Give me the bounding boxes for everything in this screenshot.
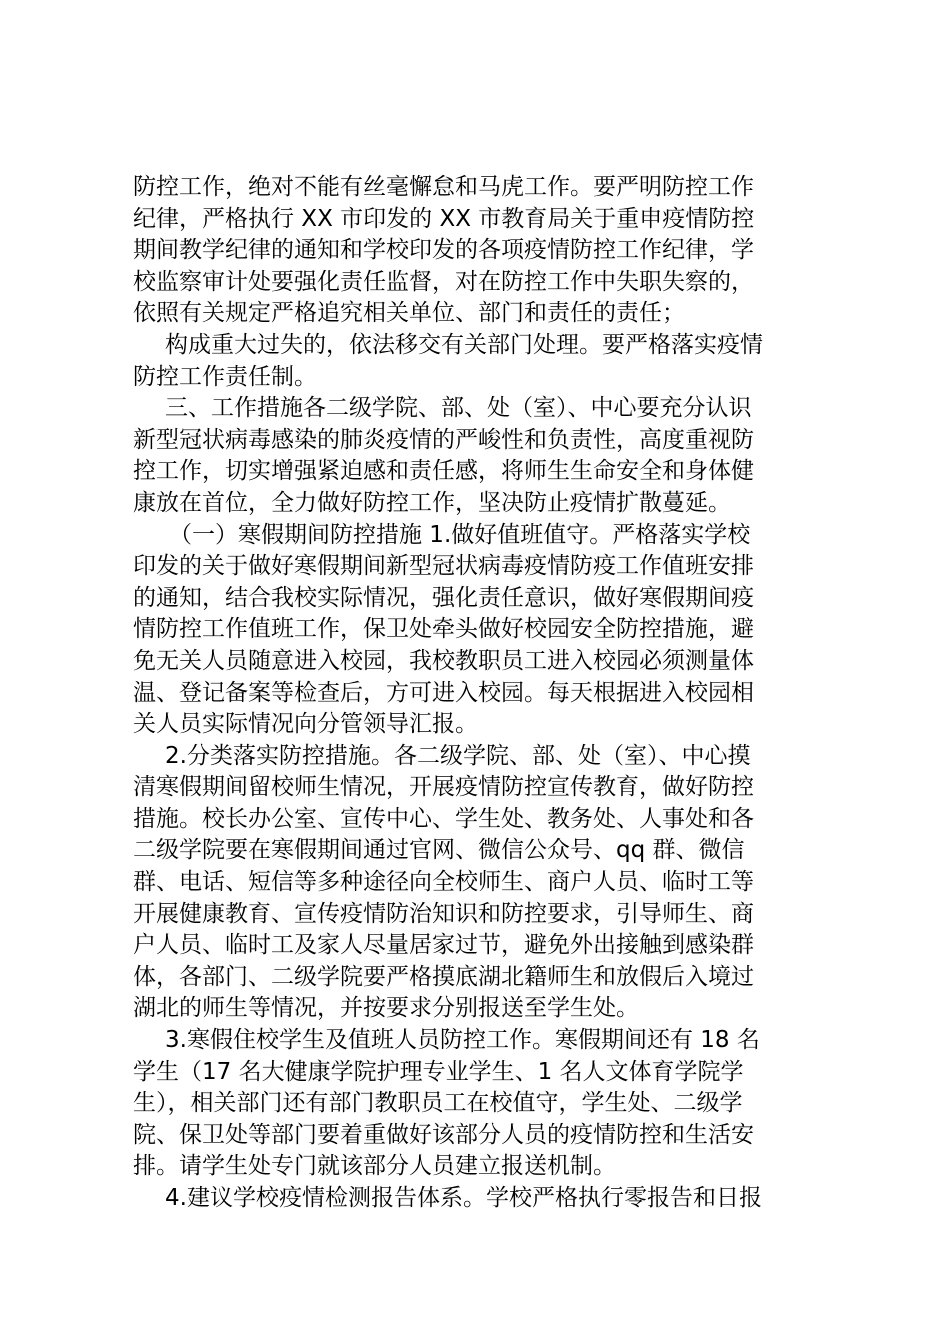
section-heading-line: 三、工作措施各二级学院、部、处（室）、中心要充分认识 — [165, 395, 752, 422]
text-line: 体，各部门、二级学院要严格摸底湖北籍师生和放假后入境过 — [133, 963, 754, 990]
text-line: 户人员、临时工及家人尽量居家过节，避免外出接触到感染群 — [133, 932, 754, 959]
text-line: 新型冠状病毒感染的肺炎疫情的严峻性和负责性，高度重视防 — [133, 426, 754, 453]
text-line: 温、登记备案等检查后，方可进入校园。每天根据进入校园相 — [133, 679, 754, 706]
text-line: 开展健康教育、宣传疫情防治知识和防控要求，引导师生、商 — [133, 900, 754, 927]
paragraph-start-line: 4.建议学校疫情检测报告体系。学校严格执行零报告和日报 — [165, 1185, 762, 1211]
paragraph-start-line: 构成重大过失的，依法移交有关部门处理。要严格落实疫情 — [165, 331, 763, 358]
text-line: 防控工作责任制。 — [133, 363, 317, 390]
text-line: 措施。校长办公室、宣传中心、学生处、教务处、人事处和各 — [133, 805, 754, 832]
text-line: 期间教学纪律的通知和学校印发的各项疫情防控工作纪律，学 — [133, 237, 754, 264]
text-line: 控工作，切实增强紧迫感和责任感，将师生生命安全和身体健 — [133, 458, 754, 485]
text-line: 院、保卫处等部门要着重做好该部分人员的疫情防控和生活安 — [133, 1121, 754, 1148]
text-line: 依照有关规定严格追究相关单位、部门和责任的责任； — [133, 300, 685, 327]
subsection-heading-line: （一）寒假期间防控措施 1.做好值班值守。严格落实学校 — [169, 521, 751, 548]
text-line: 免无关人员随意进入校园，我校教职员工进入校园必须测量体 — [133, 647, 754, 674]
paragraph-start-line: 2.分类落实防控措施。各二级学院、部、处（室）、中心摸 — [165, 742, 751, 769]
text-line: 康放在首位，全力做好防控工作，坚决防止疫情扩散蔓延。 — [133, 489, 731, 516]
body-text — [133, 172, 833, 1215]
paragraph-start-line: 3.寒假住校学生及值班人员防控工作。寒假期间还有 18 名 — [165, 1027, 760, 1054]
text-line: 清寒假期间留校师生情况，开展疫情防控宣传教育，做好防控 — [133, 774, 754, 801]
text-line: 的通知，结合我校实际情况，强化责任意识，做好寒假期间疫 — [133, 584, 754, 611]
text-line: 排。请学生处专门就该部分人员建立报送机制。 — [133, 1153, 616, 1180]
text-line: 湖北的师生等情况，并按要求分别报送至学生处。 — [133, 995, 639, 1022]
text-line: 印发的关于做好寒假期间新型冠状病毒疫情防疫工作值班安排 — [133, 553, 754, 580]
text-line: 防控工作，绝对不能有丝毫懈怠和马虎工作。要严明防控工作 — [133, 174, 754, 200]
text-line: 纪律，严格执行 XX 市印发的 XX 市教育局关于重申疫情防控 — [133, 205, 755, 232]
text-line: 学生（17 名大健康学院护理专业学生、1 名人文体育学院学 — [133, 1058, 744, 1085]
text-line: 生），相关部门还有部门教职员工在校值守，学生处、二级学 — [133, 1090, 743, 1117]
text-line: 校监察审计处要强化责任监督，对在防控工作中失职失察的， — [133, 268, 754, 295]
text-line: 情防控工作值班工作，保卫处牵头做好校园安全防控措施，避 — [133, 616, 754, 643]
text-line: 群、电话、短信等多种途径向全校师生、商户人员、临时工等 — [133, 869, 754, 896]
text-line: 关人员实际情况向分管领导汇报。 — [133, 711, 478, 738]
text-line: 二级学院要在寒假期间通过官网、微信公众号、qq 群、微信 — [133, 837, 745, 864]
